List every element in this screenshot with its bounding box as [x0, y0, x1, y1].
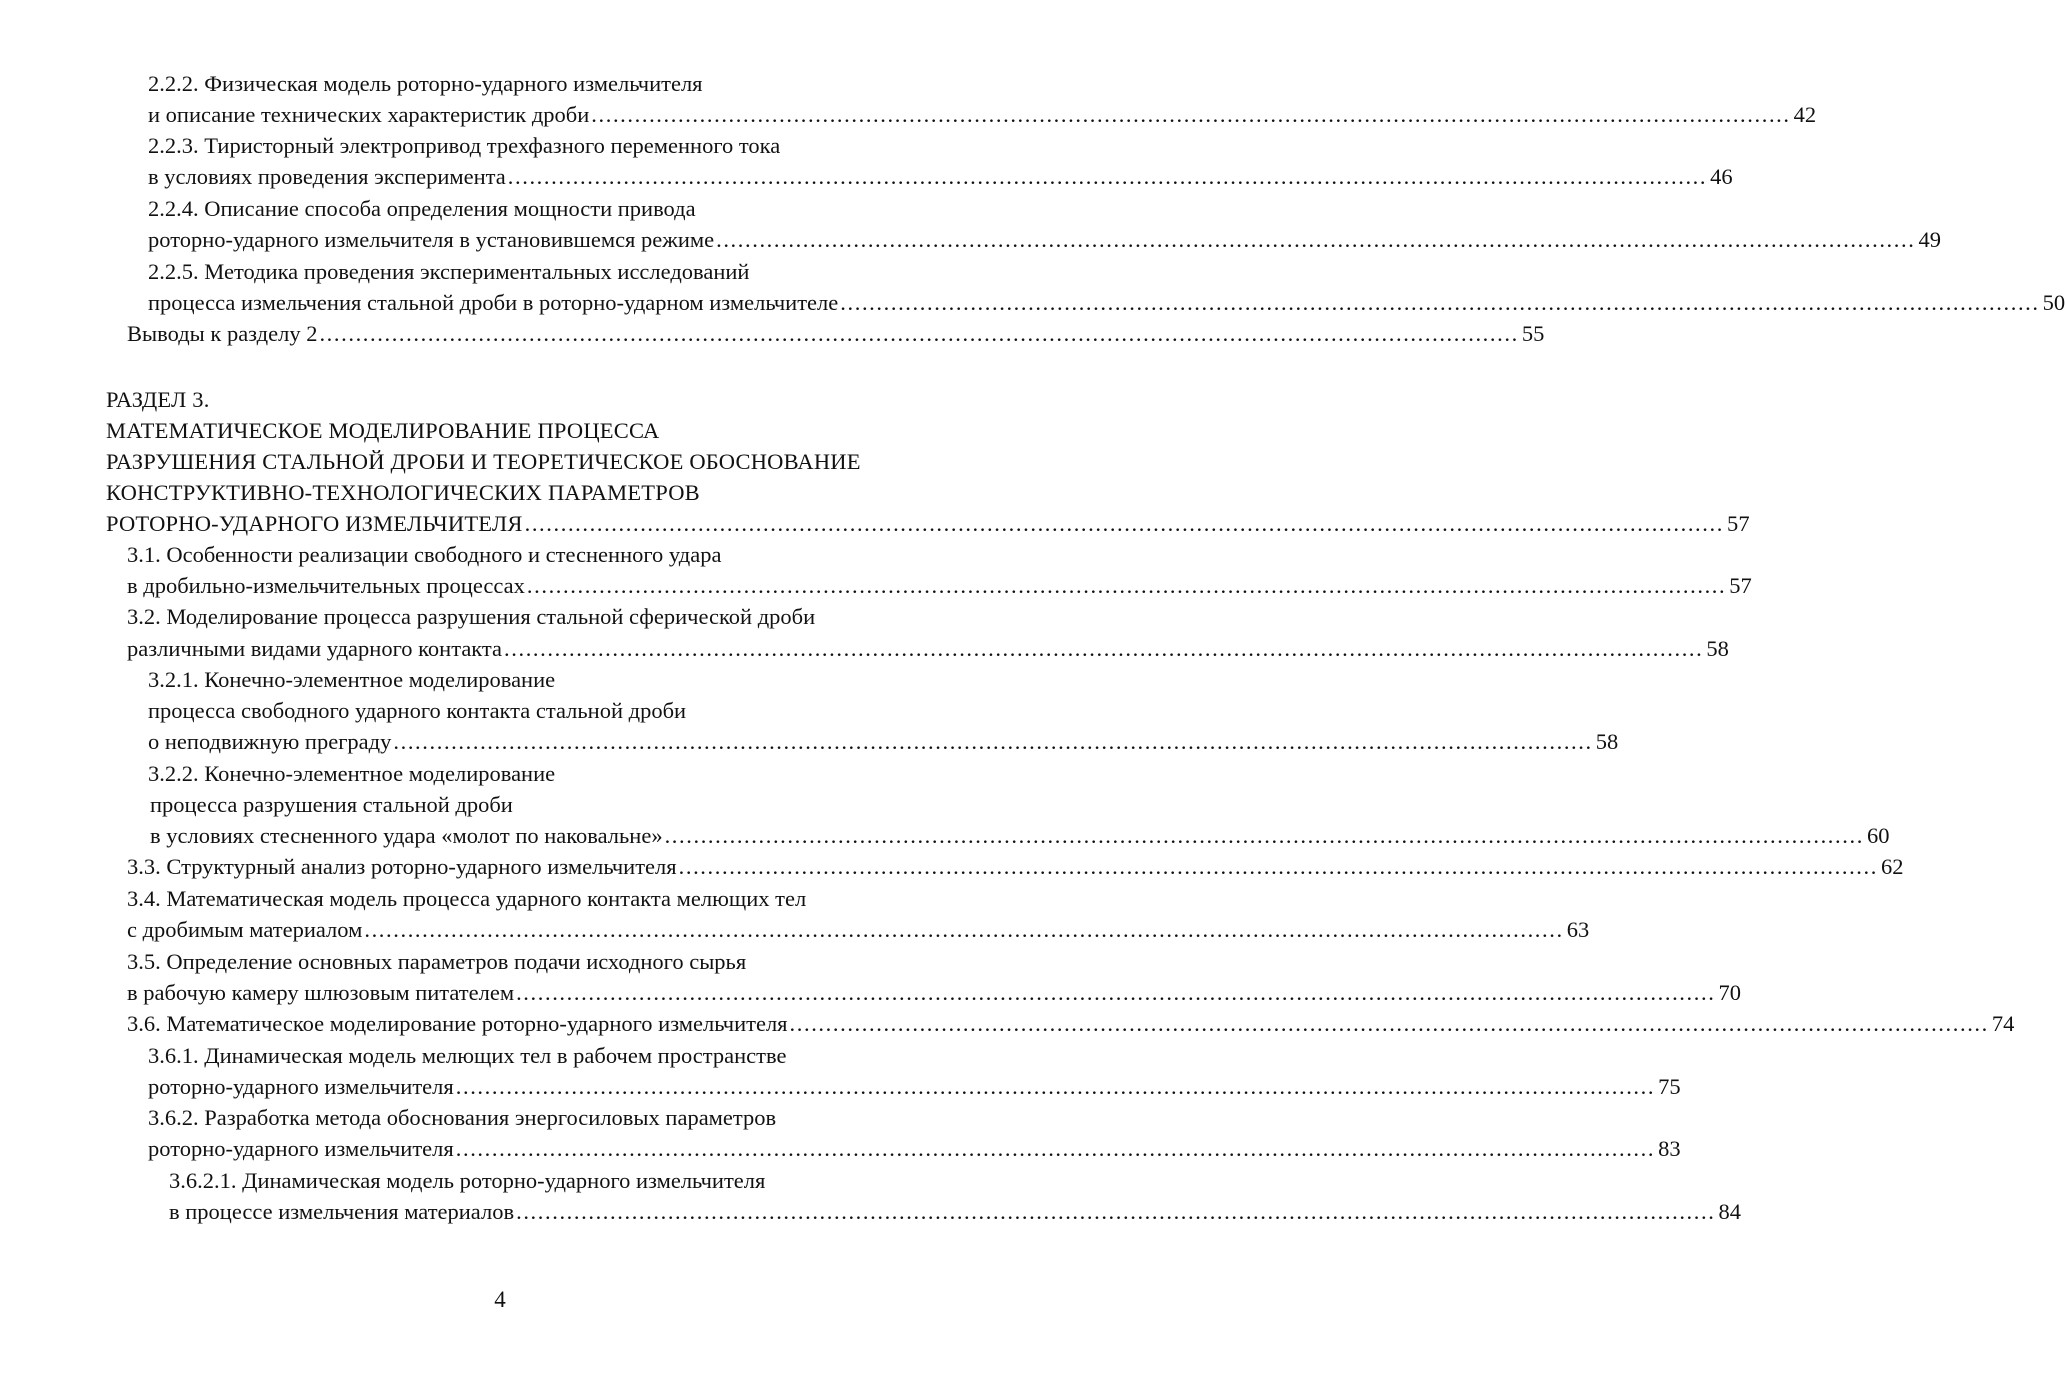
- dot-leader: ......................................................................................................................................................................: [678, 854, 1878, 879]
- toc-entry-2-2-5[interactable]: [148, 287, 2065, 319]
- toc-entry-3-5[interactable]: [127, 977, 1741, 1009]
- dot-leader: ......................................................................................................................................................................: [524, 511, 1724, 536]
- toc-line: [0, 318, 1545, 350]
- toc-entry-title: процесса свободного ударного контакта стальной дроби: [148, 698, 687, 723]
- toc-line: [0, 946, 1000, 978]
- toc-page-number: 63: [1566, 917, 1590, 942]
- toc-entry-3-6[interactable]: [127, 1008, 2015, 1040]
- toc-page-number: 70: [1718, 980, 1741, 1005]
- dot-leader: ......................................................................................................................................................................: [716, 227, 1916, 252]
- toc-line: [0, 914, 1590, 946]
- toc-page-number: 49: [1918, 227, 1941, 252]
- dot-leader: ......................................................................................................................................................................: [507, 164, 1708, 189]
- toc-entry-title: процесса измельчения стальной дроби в роторно-ударном измельчителе: [148, 290, 839, 315]
- toc-page-number: 84: [1718, 1199, 1741, 1224]
- toc-line: [0, 789, 1000, 821]
- page-number: 4: [494, 1287, 506, 1312]
- toc-entry-3-2[interactable]: [127, 633, 1729, 665]
- toc-entry-title: процесса разрушения стальной дроби: [150, 792, 513, 817]
- toc-line: [0, 161, 1733, 193]
- section-heading: РАЗДЕЛ 3.: [106, 387, 210, 412]
- toc-entry-title: в условиях проведения эксперимента: [148, 164, 506, 189]
- toc-line: [0, 601, 1000, 633]
- toc-page-number: 62: [1880, 854, 1904, 879]
- toc-entry-2-2-3[interactable]: [148, 161, 1733, 193]
- toc-entry-3-2-2[interactable]: [150, 820, 1890, 852]
- toc-entry-2-2-4[interactable]: [148, 224, 1941, 256]
- toc-entry-title: и описание технических характеристик дроби: [148, 102, 590, 127]
- dot-leader: ......................................................................................................................................................................: [455, 1136, 1656, 1161]
- dot-leader: ......................................................................................................................................................................: [789, 1011, 1989, 1036]
- toc-entry-3-1[interactable]: [127, 570, 1752, 602]
- toc-line: [0, 726, 1619, 758]
- toc-line: [0, 1196, 1741, 1228]
- toc-entry-3-6-2-1[interactable]: [169, 1196, 1741, 1228]
- dot-leader: ......................................................................................................................................................................: [516, 1199, 1716, 1224]
- section-title: РОТОРНО-УДАРНОГО ИЗМЕЛЬЧИТЕЛЯ: [106, 511, 523, 536]
- toc-line: [0, 664, 1000, 696]
- toc-entry-3-3[interactable]: [127, 851, 1904, 883]
- dot-leader: ......................................................................................................................................................................: [591, 102, 1791, 127]
- toc-entry-title: в рабочую камеру шлюзовым питателем: [127, 980, 515, 1005]
- toc-entry-title: 3.2.1. Конечно-элементное моделирование: [148, 667, 556, 692]
- toc-entry-section-3[interactable]: [106, 508, 1750, 540]
- dot-leader: ......................................................................................................................................................................: [840, 290, 2040, 315]
- toc-page-number: 50: [2042, 290, 2065, 315]
- toc-entry-title: 3.6.2. Разработка метода обоснования энергосиловых параметров: [148, 1105, 777, 1130]
- dot-leader: ......................................................................................................................................................................: [393, 729, 1593, 754]
- section-title: КОНСТРУКТИВНО-ТЕХНОЛОГИЧЕСКИХ ПАРАМЕТРОВ: [106, 480, 700, 505]
- toc-entry-conclusions-2[interactable]: [127, 318, 1545, 350]
- toc-page-number: 55: [1521, 321, 1545, 346]
- toc-line: [0, 539, 1000, 571]
- toc-line: [0, 256, 1000, 288]
- dot-leader: ......................................................................................................................................................................: [455, 1074, 1656, 1099]
- toc-entry-title: 3.5. Определение основных параметров подачи исходного сырья: [127, 949, 747, 974]
- dot-leader: ......................................................................................................................................................................: [319, 321, 1519, 346]
- toc-entry-2-2-2[interactable]: [148, 99, 1817, 131]
- toc-page-number: 75: [1658, 1074, 1681, 1099]
- toc-line: [0, 477, 1000, 509]
- toc-entry-title: 3.3. Структурный анализ роторно-ударного измельчителя: [127, 854, 677, 879]
- toc-entry-title: роторно-ударного измельчителя: [148, 1074, 454, 1099]
- toc-entry-title: 2.2.2. Физическая модель роторно-ударного измельчителя: [148, 71, 703, 96]
- toc-entry-title: 2.2.4. Описание способа определения мощности привода: [148, 196, 696, 221]
- dot-leader: ......................................................................................................................................................................: [364, 917, 1564, 942]
- dot-leader: ......................................................................................................................................................................: [526, 573, 1727, 598]
- toc-entry-title: 3.6. Математическое моделирование роторно-ударного измельчителя: [127, 1011, 788, 1036]
- toc-line: [0, 977, 1741, 1009]
- toc-line: [0, 508, 1750, 540]
- dot-leader: ......................................................................................................................................................................: [664, 823, 1864, 848]
- dot-leader: ......................................................................................................................................................................: [504, 636, 1704, 661]
- toc-entry-3-4[interactable]: [127, 914, 1590, 946]
- toc-page-number: 58: [1595, 729, 1619, 754]
- dot-leader: ......................................................................................................................................................................: [516, 980, 1716, 1005]
- toc-entry-title: с дробимым материалом: [127, 917, 363, 942]
- toc-entry-3-6-2[interactable]: [148, 1133, 1681, 1165]
- toc-page-number: 60: [1866, 823, 1890, 848]
- toc-entry-title: о неподвижную преграду: [148, 729, 392, 754]
- toc-entry-title: 2.2.5. Методика проведения экспериментальных исследований: [148, 259, 750, 284]
- toc-line: [0, 633, 1729, 665]
- toc-line: [0, 570, 1752, 602]
- toc-line: [0, 68, 1000, 100]
- toc-line: [0, 758, 1000, 790]
- toc-entry-title: различными видами ударного контакта: [127, 636, 503, 661]
- toc-entry-3-2-1[interactable]: [148, 726, 1619, 758]
- toc-line: [0, 384, 1000, 416]
- toc-line: [0, 446, 1000, 478]
- toc-page-number: 58: [1706, 636, 1729, 661]
- toc-entry-title: в условиях стесненного удара «молот по наковальне»: [150, 823, 663, 848]
- toc-entry-title: роторно-ударного измельчителя в установившемся режиме: [148, 227, 715, 252]
- toc-page-number: 57: [1729, 573, 1752, 598]
- toc-line: [0, 1102, 1000, 1134]
- section-title: РАЗРУШЕНИЯ СТАЛЬНОЙ ДРОБИ И ТЕОРЕТИЧЕСКОЕ ОБОСНОВАНИЕ: [106, 449, 861, 474]
- toc-line: [0, 193, 1000, 225]
- toc-line: [0, 415, 1000, 447]
- toc-page-number: 46: [1710, 164, 1733, 189]
- toc-page-number: 83: [1658, 1136, 1681, 1161]
- toc-line: [0, 1165, 1000, 1197]
- toc-page-number: 74: [1991, 1011, 2015, 1036]
- toc-line: [0, 1008, 2015, 1040]
- toc-line: [0, 1040, 1000, 1072]
- toc-line: [0, 287, 2065, 319]
- toc-line: [0, 224, 1941, 256]
- toc-entry-title: Выводы к разделу 2: [127, 321, 318, 346]
- toc-line: [0, 851, 1904, 883]
- toc-entry-3-6-1[interactable]: [148, 1071, 1681, 1103]
- toc-entry-title: 3.6.1. Динамическая модель мелющих тел в рабочем пространстве: [148, 1043, 787, 1068]
- toc-entry-title: 3.4. Математическая модель процесса ударного контакта мелющих тел: [127, 886, 807, 911]
- toc-entry-title: роторно-ударного измельчителя: [148, 1136, 454, 1161]
- toc-entry-title: 3.2. Моделирование процесса разрушения стальной сферической дроби: [127, 604, 816, 629]
- toc-entry-title: 2.2.3. Тиристорный электропривод трехфазного переменного тока: [148, 133, 781, 158]
- toc-line: [0, 695, 1000, 727]
- toc-page-number: 57: [1726, 511, 1750, 536]
- toc-line: [0, 99, 1817, 131]
- toc-line: [0, 1133, 1681, 1165]
- toc-entry-title: в дробильно-измельчительных процессах: [127, 573, 525, 598]
- toc-line: [0, 1071, 1681, 1103]
- toc-line: [0, 883, 1000, 915]
- toc-entry-title: в процессе измельчения материалов: [169, 1199, 515, 1224]
- toc-entry-title: 3.6.2.1. Динамическая модель роторно-ударного измельчителя: [169, 1168, 766, 1193]
- toc-entry-title: 3.2.2. Конечно-элементное моделирование: [148, 761, 556, 786]
- toc-page-number: 42: [1793, 102, 1817, 127]
- section-title: МАТЕМАТИЧЕСКОЕ МОДЕЛИРОВАНИЕ ПРОЦЕССА: [106, 418, 660, 443]
- toc-line: [0, 130, 1000, 162]
- toc-line: [0, 820, 1890, 852]
- toc-entry-title: 3.1. Особенности реализации свободного и стесненного удара: [127, 542, 722, 567]
